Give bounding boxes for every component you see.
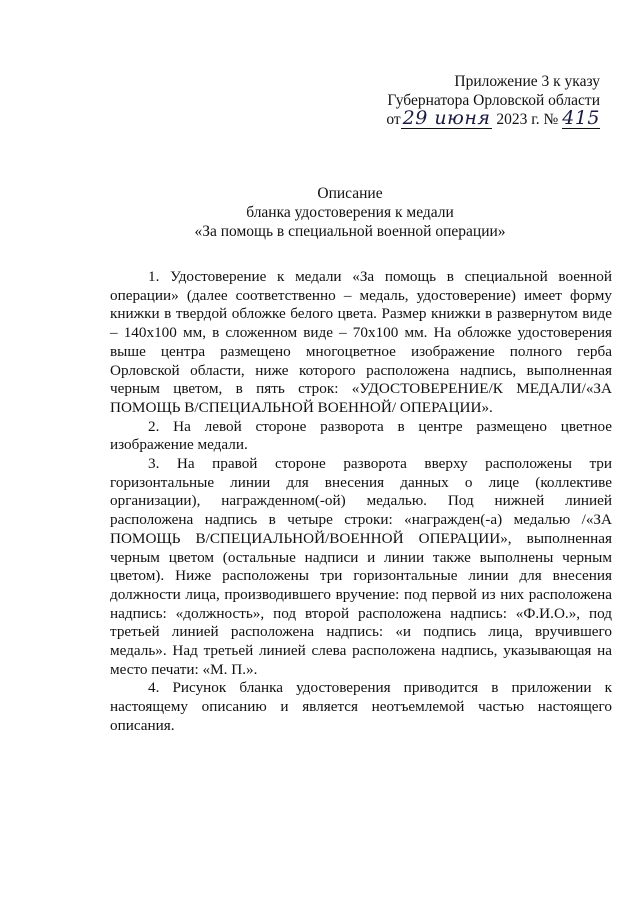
header-appendix-line: Приложение 3 к указу	[454, 73, 600, 90]
title-line-1: Описание	[317, 185, 383, 202]
handwritten-number: 415	[562, 107, 600, 129]
number-field	[562, 107, 600, 129]
paragraph-2: 2. На левой стороне разворота в центре размещено цветное изображение медали.	[110, 417, 612, 454]
title-line-2: бланка удостоверения к медали	[246, 204, 454, 221]
handwritten-date: 29 июня	[402, 107, 491, 129]
header-governor-line: Губернатора Орловской области	[387, 92, 600, 109]
date-prefix: от	[386, 111, 401, 128]
paragraph-3: 3. На правой стороне разворота вверху расположены три горизонтальные линии для внесения данных о лице (коллективе организации), награжденном(-ой) медалью. Под нижней линией расположена надпись в четыре строки: «награжден(-а) медалью /«ЗА ПОМОЩЬ В/СПЕЦИАЛЬНОЙ/ВОЕННОЙ ОПЕРАЦИИ», выполненная черным цветом (остальные надписи и линии также выполнены черным цветом). Ниже расположены три горизонтальные линии для внесения должности лица, производившего вручение: под первой из них расположена надпись: «должность», под второй расположена надпись: «Ф.И.О.», под третьей линией расположена надпись: «и подпись лица, вручившего медаль». Над третьей линией слева расположена надпись, указывающая на место печати: «М. П.».	[110, 455, 612, 678]
title-line-3: «За помощь в специальной военной операции»	[194, 223, 506, 240]
document-body	[110, 268, 612, 736]
header-date-number-line	[360, 107, 600, 129]
year-and-number-label: 2023 г. №	[496, 111, 559, 128]
date-field	[401, 107, 493, 129]
paragraph-1: 1. Удостоверение к медали «За помощь в специальной военной операции» (далее соответственно – медаль, удостоверение) имеет форму книжки в твердой обложке белого цвета. Размер книжки в развернутом виде – 140х100 мм, в сложенном виде – 70х100 мм. На обложке удостоверения выше центра размещено многоцветное изображение полного герба Орловской области, ниже которого расположена надпись, выполненная черным цветом, в пять строк: «УДОСТОВЕРЕНИЕ/К МЕДАЛИ/«ЗА ПОМОЩЬ В/СПЕЦИАЛЬНОЙ ВОЕННОЙ/ ОПЕРАЦИИ».	[110, 268, 612, 416]
paragraph-4: 4. Рисунок бланка удостоверения приводится в приложении к настоящему описанию и является неотъемлемой частью настоящего описания.	[110, 679, 612, 734]
document-header	[360, 72, 600, 129]
document-title	[0, 184, 640, 241]
